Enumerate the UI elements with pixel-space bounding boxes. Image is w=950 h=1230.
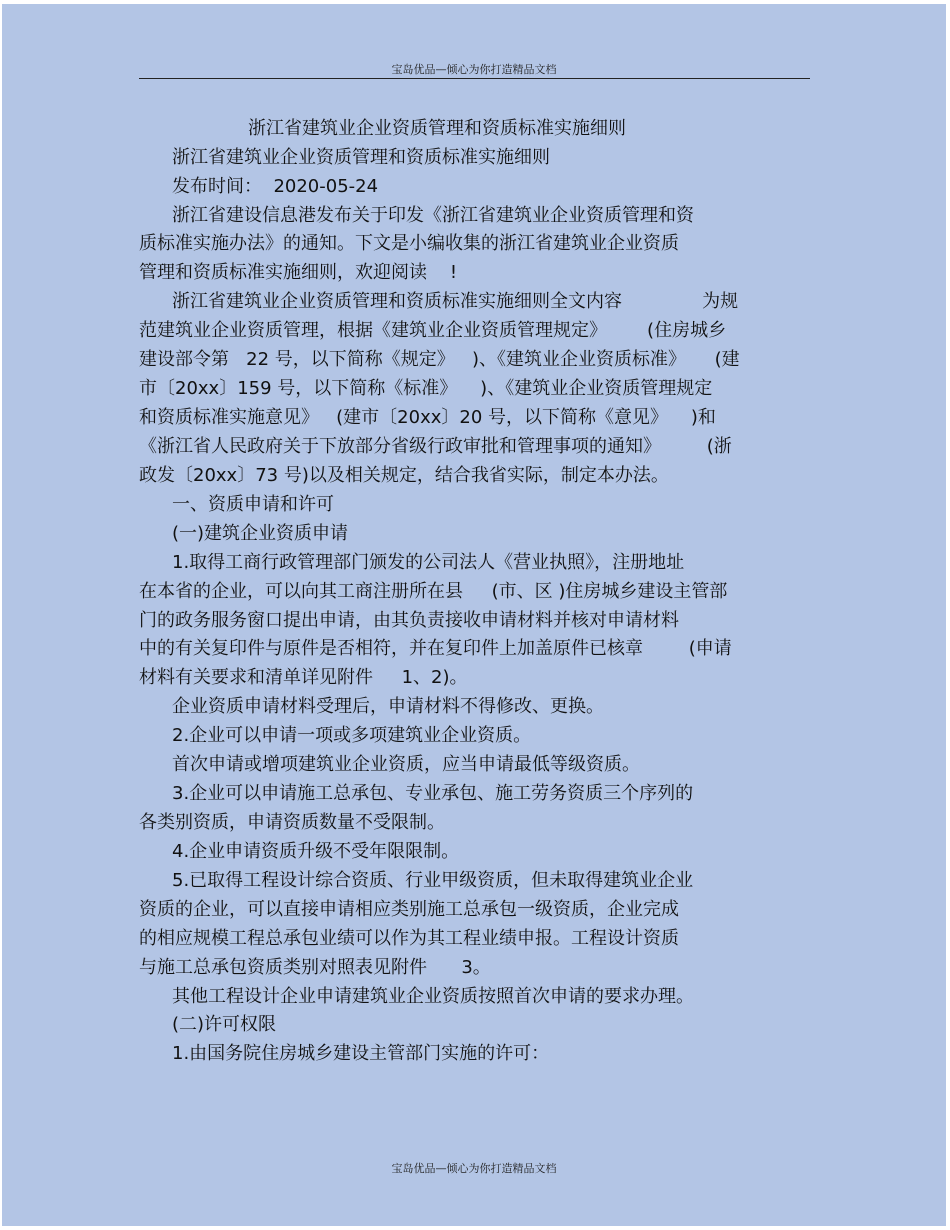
text-line: 质标准实施办法》的通知。下文是小编收集的浙江省建筑业企业资质 (139, 233, 679, 254)
text-line: 1.取得工商行政管理部门颁发的公司法人《营业执照》，注册地址 (172, 552, 685, 573)
text-line: 其他工程设计企业申请建筑业企业资质按照首次申请的要求办理。 (172, 986, 694, 1007)
text-line: 《浙江省人民政府关于下放部分省级行政审批和管理事项的通知》 (浙 (139, 436, 732, 457)
text-line: 材料有关要求和清单详见附件 1、2)。 (139, 667, 468, 688)
text-line: 政发〔20xx〕73 号)以及相关规定，结合我省实际，制定本办法。 (139, 465, 669, 486)
text-line: 1.由国务院住房城乡建设主管部门实施的许可： (172, 1043, 550, 1064)
text-line: 范建筑业企业资质管理，根据《建筑业企业资质管理规定》 (住房城乡 (139, 320, 727, 341)
subsection-heading: (二)许可权限 (172, 1014, 277, 1035)
text-line: 资质的企业，可以直接申请相应类别施工总承包一级资质，企业完成 (139, 899, 679, 920)
text-line: 2.企业可以申请一项或多项建筑业企业资质。 (172, 725, 532, 746)
section-heading: 一、资质申请和许可 (172, 494, 334, 515)
text-line: 管理和资质标准实施细则，欢迎阅读 ! (139, 262, 458, 283)
text-line: 建设部令第 22 号，以下简称《规定》 )、《建筑业企业资质标准》 (建 (139, 349, 740, 370)
text-line: 5.已取得工程设计综合资质、行业甲级资质，但未取得建筑业企业 (172, 870, 694, 891)
page-header: 宝岛优品—倾心为你打造精品文档 (391, 63, 557, 76)
text-line: 和资质标准实施意见》 (建市〔20xx〕20 号，以下简称《意见》 )和 (139, 407, 716, 428)
document-title: 浙江省建筑业企业资质管理和资质标准实施细则 (248, 118, 626, 139)
text-line: 的相应规模工程总承包业绩可以作为其工程业绩申报。工程设计资质 (139, 928, 679, 949)
text-line: 门的政务服务窗口提出申请，由其负责接收申请材料并核对申请材料 (139, 610, 679, 631)
page-footer: 宝岛优品—倾心为你打造精品文档 (391, 1162, 557, 1175)
document-page (2, 4, 946, 1226)
text-line: 首次申请或增项建筑业企业资质，应当申请最低等级资质。 (172, 754, 640, 775)
text-line: 3.企业可以申请施工总承包、专业承包、施工劳务资质三个序列的 (172, 783, 694, 804)
text-line: 浙江省建筑业企业资质管理和资质标准实施细则全文内容 为规 (172, 291, 739, 312)
text-line: 中的有关复印件与原件是否相符，并在复印件上加盖原件已核章 (申请 (139, 638, 732, 659)
text-line: 各类别资质，申请资质数量不受限制。 (139, 812, 445, 833)
header-divider (139, 78, 810, 79)
text-line: 浙江省建设信息港发布关于印发《浙江省建筑业企业资质管理和资 (172, 205, 694, 226)
text-line: 浙江省建筑业企业资质管理和资质标准实施细则 (172, 147, 550, 168)
text-line: 4.企业申请资质升级不受年限限制。 (172, 841, 460, 862)
text-line: 企业资质申请材料受理后，申请材料不得修改、更换。 (172, 696, 604, 717)
text-line: 市〔20xx〕159 号，以下简称《标准》 )、《建筑业企业资质管理规定 (139, 378, 713, 399)
subsection-heading: (一)建筑企业资质申请 (172, 523, 349, 544)
text-line: 在本省的企业，可以向其工商注册所在县 (市、区 )住房城乡建设主管部 (139, 581, 728, 602)
text-line: 与施工总承包资质类别对照表见附件 3。 (139, 957, 491, 978)
text-line: 发布时间： 2020-05-24 (172, 176, 379, 197)
